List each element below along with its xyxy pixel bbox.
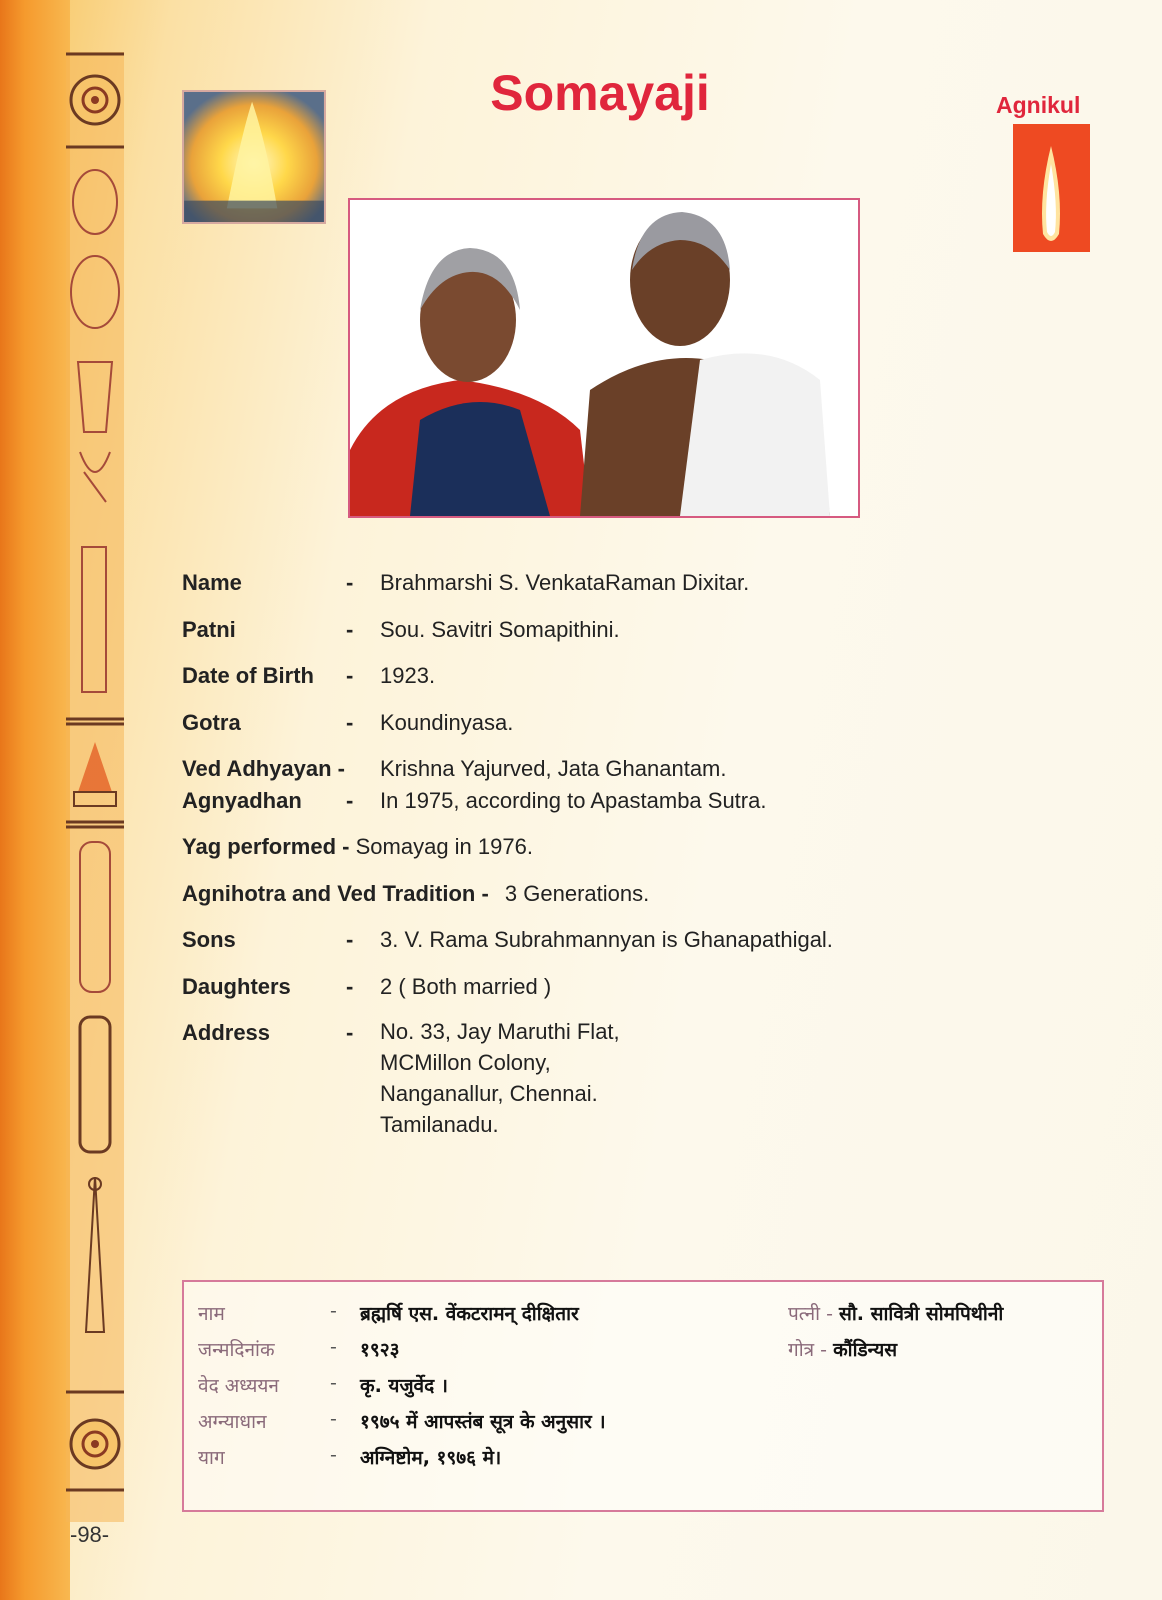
couple-portrait-image <box>350 200 858 516</box>
address-line: Tamilanadu. <box>380 1112 499 1137</box>
agnyadhan-dash: - <box>346 788 354 813</box>
flame-graphic <box>1013 124 1090 252</box>
agnikul-label: Agnikul <box>996 92 1081 118</box>
gotra-value: Koundinyasa. <box>380 710 514 735</box>
hindi-value: १९२३ <box>360 1339 400 1361</box>
yag-label: Yag performed - <box>182 834 350 859</box>
sons-label: Sons <box>182 927 236 952</box>
sons-dash: - <box>346 927 354 952</box>
agnyadhan-label: Agnyadhan <box>182 788 302 813</box>
page-number: -98- <box>70 1522 110 1547</box>
address-dash: - <box>346 1020 354 1045</box>
hindi-dash: - <box>330 1372 337 1394</box>
hindi-side-row-patni <box>788 1300 1003 1326</box>
hindi-side-value: कौंडिन्यस <box>833 1339 898 1361</box>
tradition-value: 3 Generations. <box>504 881 650 906</box>
daughters-value: 2 ( Both married ) <box>380 974 552 999</box>
hindi-label: अग्न्याधान <box>198 1411 267 1433</box>
couple-portrait-photo <box>348 198 860 518</box>
dob-value: 1923. <box>380 663 436 688</box>
hindi-side-label: गोत्र - <box>788 1339 828 1361</box>
hindi-dash: - <box>330 1408 337 1430</box>
address-line: No. 33, Jay Maruthi Flat, <box>380 1019 620 1044</box>
daughters-label: Daughters <box>182 974 291 999</box>
name-value: Brahmarshi S. VenkataRaman Dixitar. <box>380 570 750 595</box>
gotra-dash: - <box>346 710 354 735</box>
hindi-label: नाम <box>198 1303 225 1325</box>
patni-label: Patni <box>182 617 236 642</box>
left-orange-band <box>0 0 70 1600</box>
patni-dash: - <box>346 617 354 642</box>
hindi-label: वेद अध्ययन <box>198 1375 279 1397</box>
hindi-label: याग <box>198 1447 225 1469</box>
name-label: Name <box>182 570 242 595</box>
hindi-side-row-gotra <box>788 1336 897 1362</box>
hindi-summary-box <box>182 1280 1104 1512</box>
hindi-value: अग्निष्टोम, १९७६ मे। <box>360 1447 502 1469</box>
yag-value: Somayag in 1976. <box>355 834 533 859</box>
address-value <box>380 1016 620 1140</box>
sons-value: 3. V. Rama Subrahmannyan is Ghanapathigal. <box>380 927 833 952</box>
ritual-implements-illustration <box>66 52 124 1522</box>
tradition-label: Agnihotra and Ved Tradition - <box>182 881 489 906</box>
flame-icon <box>1013 124 1090 252</box>
detail-row-tradition <box>182 881 649 907</box>
page-title: Somayaji <box>490 65 710 121</box>
hindi-label: जन्मदिनांक <box>198 1339 275 1361</box>
address-line: MCMillon Colony, <box>380 1050 551 1075</box>
address-label: Address <box>182 1020 271 1045</box>
hindi-dash: - <box>330 1336 337 1358</box>
hindi-dash: - <box>330 1300 337 1322</box>
hindi-side-label: पत्नी - <box>788 1303 833 1325</box>
agnyadhan-value: In 1975, according to Apastamba Sutra. <box>380 788 767 813</box>
hindi-side-value: सौ. सावित्री सोमपिथीनी <box>839 1303 1004 1325</box>
patni-value: Sou. Savitri Somapithini. <box>380 617 620 642</box>
gotra-label: Gotra <box>182 710 241 735</box>
name-dash: - <box>346 570 354 595</box>
ved-label: Ved Adhyayan - <box>182 756 346 781</box>
dob-dash: - <box>346 663 354 688</box>
ved-value: Krishna Yajurved, Jata Ghanantam. <box>380 756 727 781</box>
fire-ritual-image <box>184 92 324 222</box>
dob-label: Date of Birth <box>182 663 314 688</box>
ritual-implements-strip <box>66 52 124 1522</box>
hindi-value: ब्रह्मर्षि एस. वेंकटरामन् दीक्षितार <box>360 1303 579 1325</box>
address-line: Nanganallur, Chennai. <box>380 1081 598 1106</box>
fire-ritual-photo <box>182 90 326 224</box>
daughters-dash: - <box>346 974 354 999</box>
hindi-value: १९७५ में आपस्तंब सूत्र के अनुसार । <box>360 1411 606 1433</box>
hindi-dash: - <box>330 1444 337 1466</box>
hindi-value: कृ. यजुर्वेद । <box>360 1375 449 1397</box>
detail-row-yag <box>182 834 533 860</box>
